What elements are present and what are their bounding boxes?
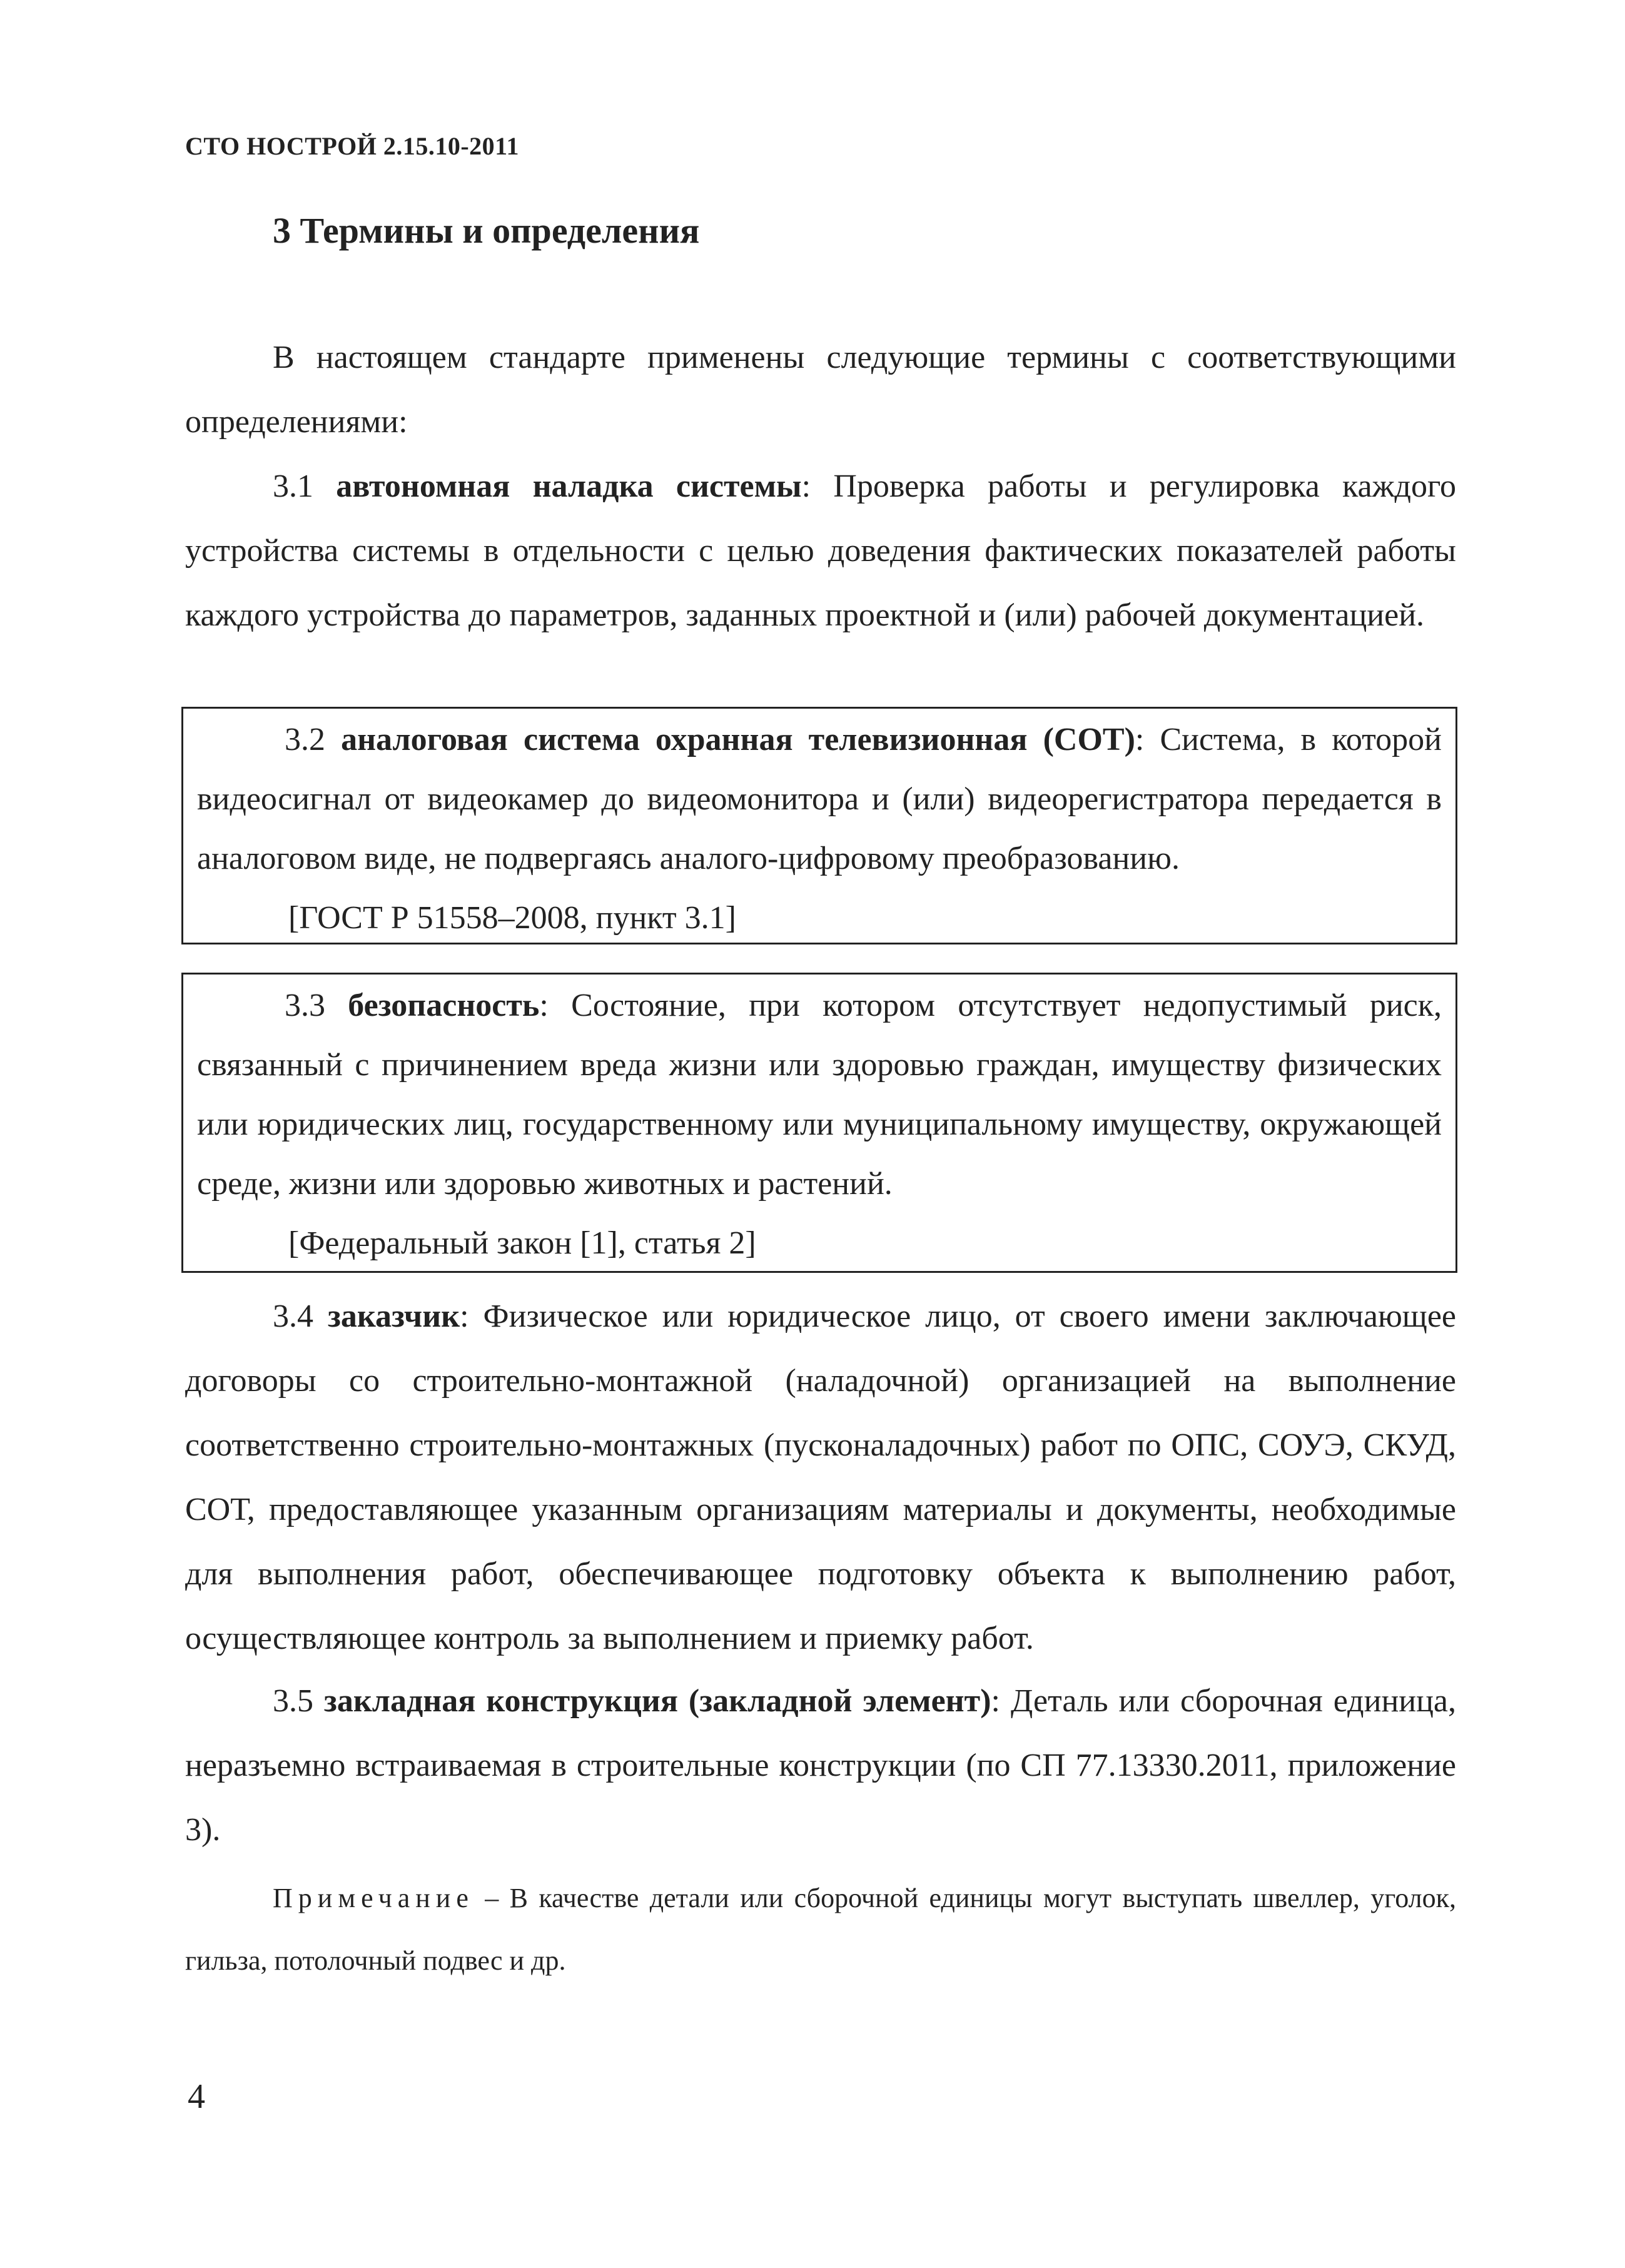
term-definition: : Система, в которой видеосигнал от видеокамер до видеомонитора и (или) видеорегистратора передается в аналоговом виде, не подвергаясь аналого-цифровому преобразованию. bbox=[197, 722, 1442, 876]
term-definition: : Проверка работы и регулировка каждого устройства системы в отдельности с целью доведения фактических показателей работы каждого устройства до параметров, заданных проектной и (или) рабочей документацией. bbox=[185, 468, 1456, 633]
term-3-4 bbox=[185, 1284, 1456, 1671]
term-number: 3.5 bbox=[273, 1683, 324, 1719]
term-number: 3.4 bbox=[273, 1299, 328, 1334]
section-title: 3 Термины и определения bbox=[273, 210, 700, 251]
intro-paragraph bbox=[185, 325, 1456, 454]
term-number: 3.3 bbox=[285, 988, 348, 1023]
term-name: закладная конструкция (закладной элемент) bbox=[323, 1683, 991, 1719]
page-number: 4 bbox=[188, 2077, 205, 2116]
term-3-1 bbox=[185, 454, 1456, 647]
term-number: 3.2 bbox=[285, 722, 342, 757]
term-3-3-box bbox=[181, 973, 1457, 1273]
note-text: – В качестве детали или сборочной единицы могут выступать швеллер, уголок, гильза, потолочный подвес и др. bbox=[185, 1883, 1456, 1976]
term-3-5 bbox=[185, 1669, 1456, 1862]
term-3-2-box bbox=[181, 707, 1457, 944]
term-name: заказчик bbox=[327, 1299, 460, 1334]
intro-text: В настоящем стандарте применены следующие термины с соответствующими определениями: bbox=[185, 340, 1456, 440]
term-definition: : Деталь или сборочная единица, неразъемно встраиваемая в строительные конструкции (по СП 77.13330.2011, приложение 3). bbox=[185, 1683, 1457, 1848]
term-number: 3.1 bbox=[273, 468, 337, 504]
term-name: автономная наладка системы bbox=[336, 468, 802, 504]
note-label: Примечание bbox=[273, 1883, 474, 1913]
term-name: безопасность bbox=[348, 988, 540, 1023]
document-header: СТО НОСТРОЙ 2.15.10-2011 bbox=[185, 132, 519, 160]
term-source: [Федеральный закон [1], статья 2] bbox=[288, 1225, 756, 1261]
term-definition: : Состояние, при котором отсутствует недопустимый риск, связанный с причинением вреда жизни или здоровью граждан, имуществу физических или юридических лиц, государственному или муниципальному имуществу, окружающей среде, жизни или здоровью животных и растений. bbox=[197, 988, 1442, 1202]
term-source: [ГОСТ Р 51558–2008, пункт 3.1] bbox=[288, 900, 736, 936]
term-definition: : Физическое или юридическое лицо, от своего имени заключающее договоры со строительно-монтажной (наладочной) организацией на выполнение соответственно строительно-монтажных (пусконаладочных) работ по ОПС, СОУЭ, СКУД, СОТ, предоставляющее указанным организациям материалы и документы, необходимые для выполнения работ, обеспечивающее подготовку объекта к выполнению работ, осуществляющее контроль за выполнением и приемку работ. bbox=[185, 1299, 1457, 1656]
note-block bbox=[185, 1867, 1456, 1992]
term-name: аналоговая система охранная телевизионная (СОТ) bbox=[341, 722, 1135, 757]
